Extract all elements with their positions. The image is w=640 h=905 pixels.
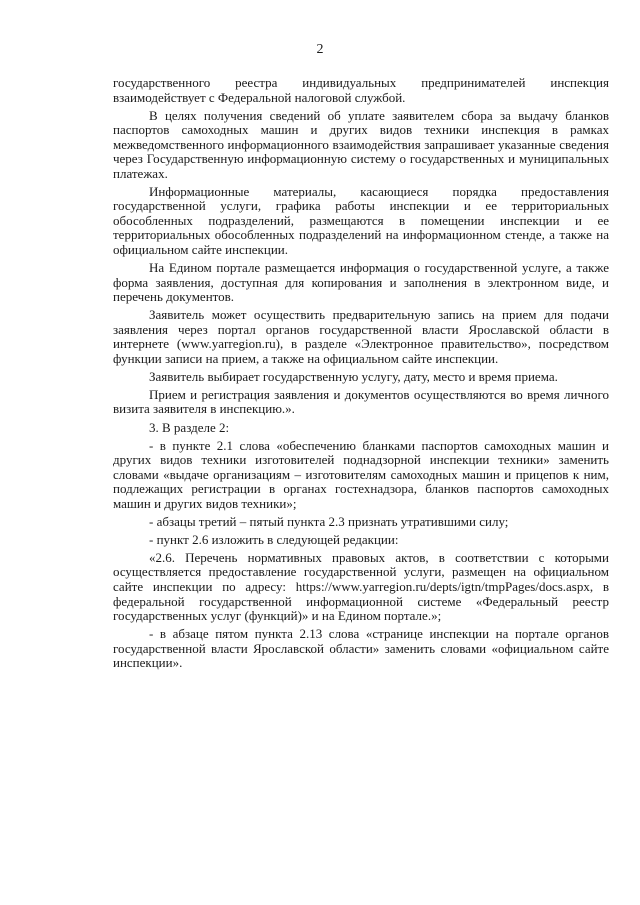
document-body	[113, 76, 609, 674]
paragraph: государственного реестра индивидуальных предпринимателей инспекция взаимодействует с Федеральной налоговой службой.	[113, 75, 609, 105]
list-item: - пункт 2.6 изложить в следующей редакции:	[149, 531, 399, 547]
list-item: - в пункте 2.1 слова «обеспечению бланками паспортов самоходных машин и других видов техники изготовителей поднадзорной инспекции техники» заменить словами «выдаче организациям – изготовителям самоходных машин и прицепов к ним, подлежащих регистрации в органах гостехнадзора, бланков паспортов самоходных машин и других видов техники»;	[113, 437, 609, 511]
section-heading: 3. В разделе 2:	[149, 419, 230, 435]
page-number: 2	[316, 42, 324, 57]
list-item: - абзацы третий – пятый пункта 2.3 признать утратившими силу;	[149, 513, 509, 529]
paragraph: Заявитель может осуществить предварительную запись на прием для подачи заявления через портал органов государственной власти Ярославской области в интернете (www.yarregion.ru), в разделе «Электронное правительство», посредством функции записи на прием, а также на официальном сайте инспекции.	[113, 307, 609, 366]
paragraph: На Едином портале размещается информация о государственной услуге, а также форма заявления, доступная для копирования и заполнения в электронном виде, и перечень документов.	[113, 260, 609, 305]
paragraph: Прием и регистрация заявления и документов осуществляются во время личного визита заявителя в инспекцию.».	[113, 386, 609, 417]
quoted-paragraph: «2.6. Перечень нормативных правовых актов, в соответствии с которыми осуществляется предоставление государственной услуги, размещен на официальном сайте инспекции по адресу: https://www.yarregion.ru/depts/igtn/tmpPages/docs.aspx, в федеральной государственной информационной системе «Федеральный реестр государственных услуг (функций)» и на Едином портале.»;	[113, 549, 609, 624]
list-item: - в абзаце пятом пункта 2.13 слова «странице инспекции на портале органов государственной власти Ярославской области» заменить словами «официальном сайте инспекции».	[113, 626, 609, 671]
paragraph: В целях получения сведений об уплате заявителем сбора за выдачу бланков паспортов самоходных машин и других видов техники инспекция в рамках межведомственного информационного взаимодействия запрашивает указанные сведения через Государственную информационную систему о государственных и муниципальных платежах.	[113, 107, 609, 181]
paragraph: Заявитель выбирает государственную услугу, дату, место и время приема.	[149, 368, 558, 384]
paragraph: Информационные материалы, касающиеся порядка предоставления государственной услуги, графика работы инспекции и ее территориальных обособленных подразделений, размещаются в помещении инспекции и ее территориальных обособленных подразделений на информационном стенде, а также на официальном сайте инспекции.	[113, 183, 609, 258]
